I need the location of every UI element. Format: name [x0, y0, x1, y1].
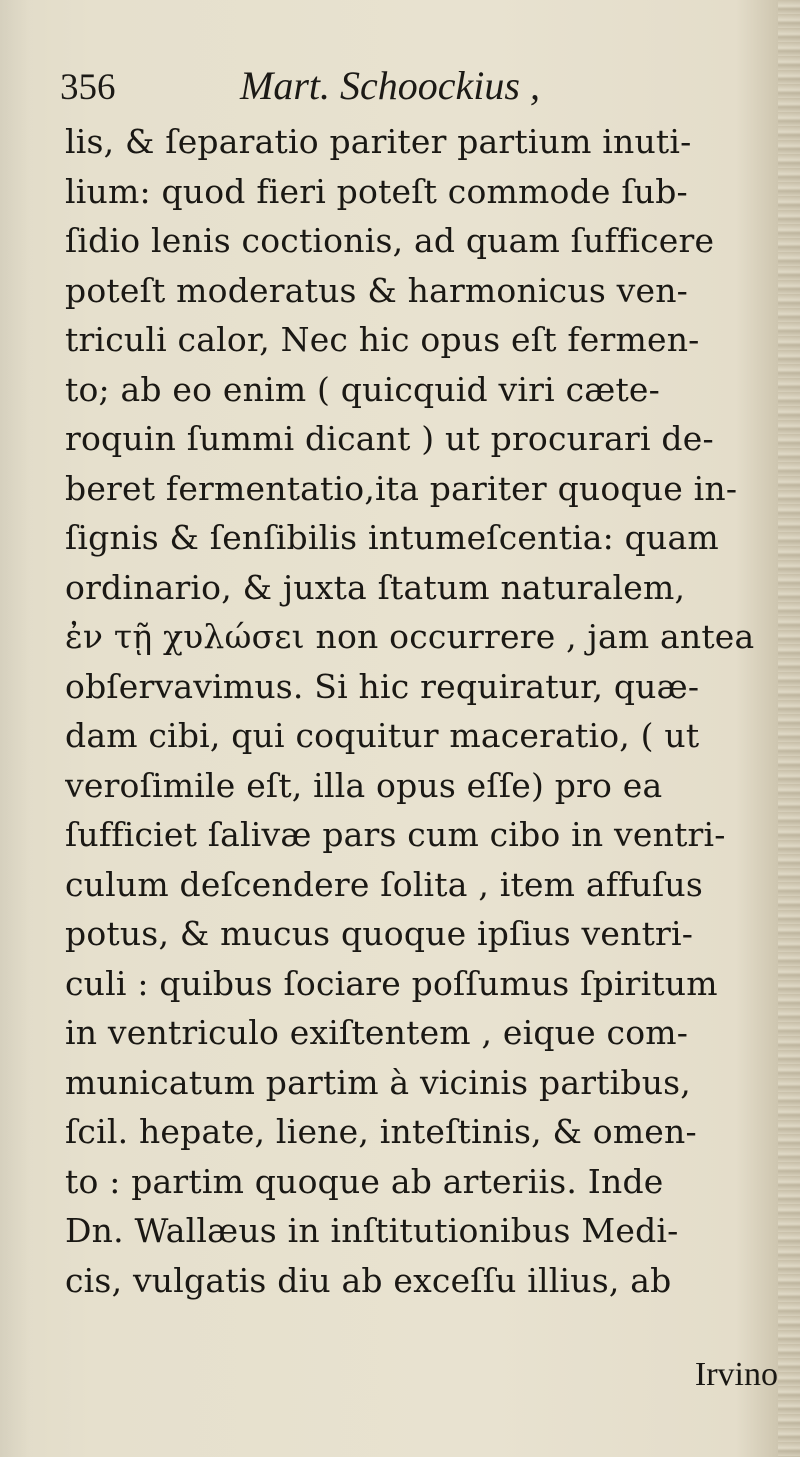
text-line: to; ab eo enim ( quicquid viri cæte-: [65, 369, 661, 409]
text-line: ſcil. hepate, liene, inteſtinis, & omen-: [65, 1112, 697, 1151]
text-line: culum deſcendere ſolita , item affuſus: [65, 864, 703, 904]
catchword: Irvino: [694, 1356, 778, 1393]
text-line: ſignis & ſenſibilis intumeſcentia: quam: [65, 518, 719, 557]
text-line: ſidio lenis coctionis, ad quam ſufficere: [65, 221, 715, 260]
page-edge: [778, 0, 800, 1457]
text-line: obſervavimus. Si hic requiratur, quæ-: [65, 666, 700, 706]
running-head: Mart. Schoockius ,: [240, 63, 540, 108]
text-line: poteſt moderatus & harmonicus ven-: [65, 270, 689, 310]
page-shadow: [0, 0, 30, 1457]
text-line: veroſimile eſt, illa opus eſſe) pro ea: [65, 765, 663, 805]
text-line: ſufficiet ſalivæ pars cum cibo in ventri-: [65, 815, 726, 854]
text-line: to : partim quoque ab arteriis. Inde: [65, 1161, 664, 1201]
body-text: [65, 117, 780, 1305]
text-line: lium: quod fieri poteſt commode ſub-: [65, 171, 688, 211]
text-line: ordinario, & juxta ſtatum naturalem,: [65, 567, 686, 607]
text-line: municatum partim à vicinis partibus,: [65, 1062, 691, 1102]
text-line: dam cibi, qui coquitur maceratio, ( ut: [65, 716, 700, 755]
text-line: potus, & mucus quoque ipſius ventri-: [65, 914, 694, 953]
text-line: Dn. Wallæus in inſtitutionibus Medi-: [65, 1211, 679, 1250]
text-line: ἐν τῇ χυλώσει non occurrere , jam antea: [65, 617, 755, 656]
text-line: beret fermentatio,ita pariter quoque in-: [65, 468, 738, 508]
text-line: triculi calor, Nec hic opus eſt fermen-: [65, 320, 700, 359]
text-line: culi : quibus ſociare poſſumus ſpiritum: [65, 963, 718, 1003]
page-number: 356: [60, 67, 116, 108]
text-line: cis, vulgatis diu ab exceſſu illius, ab: [65, 1260, 672, 1300]
text-line: roquin ſummi dicant ) ut procurari de-: [65, 419, 714, 458]
text-line: in ventriculo exiſtentem , eique com-: [65, 1013, 689, 1052]
page-header: [60, 60, 760, 114]
text-line: lis, & ſeparatio pariter partium inuti-: [65, 122, 692, 161]
